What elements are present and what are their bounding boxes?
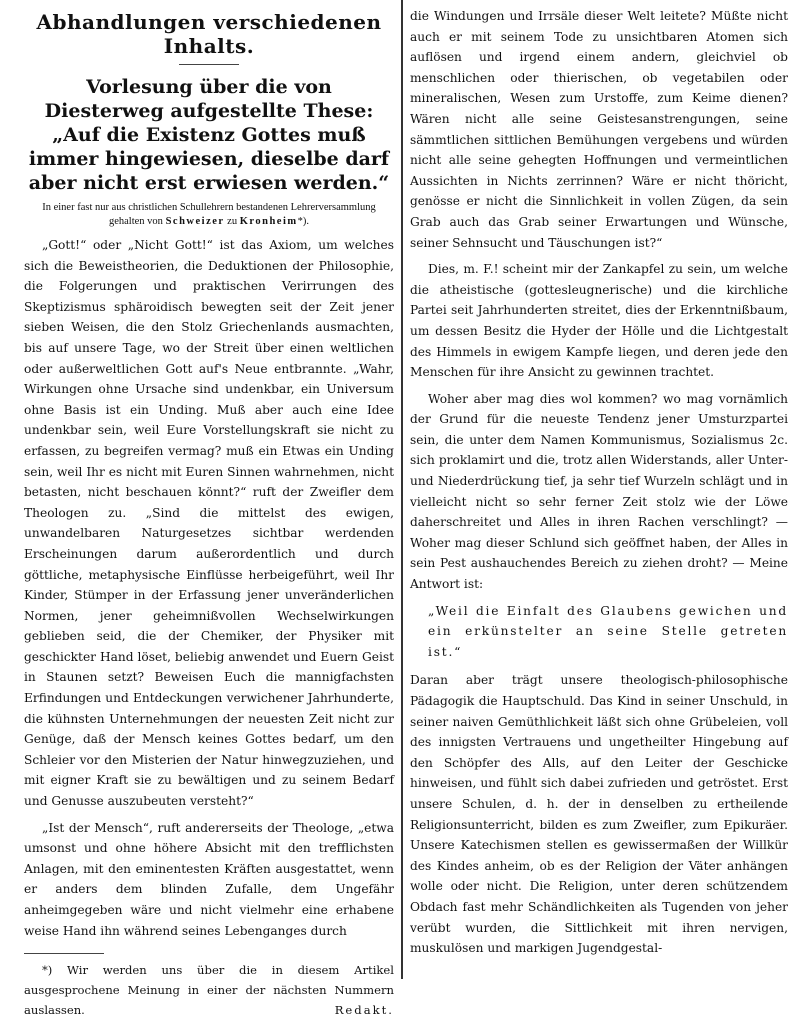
column-divider (401, 0, 403, 979)
subtitle-place: Kronheim (239, 216, 298, 227)
paragraph: „Ist der Mensch“, ruft andererseits der Theologe, „etwa umsonst und ohne höhere Absicht mit den trefflichsten Anlagen, mit den eminentesten Kräften ausgestattet, wenn er anders dem blinden Zufalle, dem Ungefähr anheimgegeben wäre und nicht vielmehr eine erhabene weise Hand ihn während seines Lebenganges durch (24, 820, 394, 938)
section-title: Abhandlungen verschiedenen Inhalts. (36, 10, 382, 58)
footnote-divider (24, 953, 104, 954)
title-divider (179, 64, 239, 65)
quote: „Weil die Einfalt des Glaubens gewichen und ein erkünstelter an seine Stelle getreten ist.“ (428, 603, 788, 659)
lecture-title: Vorlesung über die von Diesterweg aufgestellte These: „Auf die Existenz Gottes muß immer hingewiesen, dieselbe darf aber nicht erst erwiesen werden.“ (28, 76, 390, 194)
lecture-subtitle (24, 201, 394, 229)
left-column (24, 6, 394, 1018)
subtitle-mid: zu (227, 216, 238, 227)
footnote-text: *) Wir werden uns über die in diesem Artikel ausgesprochene Meinung in einer der nächsten Nummern auslassen. (24, 963, 394, 1018)
footnote-signature: Redakt. (334, 1003, 394, 1018)
subtitle-post: *). (297, 216, 309, 227)
subtitle-pre: In einer fast nur aus christlichen Schullehrern bestandenen Lehrerversammlung gehalten von (42, 202, 376, 227)
right-column (410, 6, 788, 975)
paragraph: „Gott!“ oder „Nicht Gott!“ ist das Axiom, um welches sich die Beweistheorien, die Deduktionen der Philosophie, die Folgerungen und praktischen Verirrungen des Skeptizismus sphäroidisch bewegten seit der Zeit jener sieben Weisen, die den Stolz Griechenlands ausmachten, bis auf unsere Tage, wo der Streit über einen weltlichen oder außerweltlichen Gott auf's Neue entbrannte. „Wahr, Wirkungen ohne Ursache sind undenkbar, ein Universum ohne Basis ist ein Unding. Muß aber auch eine Idee undenkbar sein, weil Eure Vorstellungskraft sie nicht zu erfassen, zu begreifen vermag? muß ein Etwas ein Unding sein, weil Ihr es nicht mit Euren Sinnen wahrnehmen, nicht betasten, nicht beschauen könnt?“ ruft der Zweifler dem Theologen zu. „Sind die mittelst des ewigen, unwandelbaren Naturgesetzes sichtbar werdenden Erscheinungen darum außerordentlich und durch göttliche, metaphysische Einflüsse herbeigeführt, weil Ihr Kinder, Stümper in der Erfassung jener unveränderlichen Normen, jener geheimnißvollen Wechselwirkungen geblieben seid, die der Chemiker, der Physiker mit geschickter Hand löset, beliebig anwendet und Euern Geist in Staunen setzt? Beweisen Euch die mannigfachsten Erfindungen und Entdeckungen verwichener Jahrhunderte, die kühnsten Unternehmungen der neuesten Zeit nicht zur Genüge, daß der Mensch keines Gottes bedarf, um den Schleier vor den Misterien der Natur hinwegzuziehen, und mit eigner Kraft sie zu bewältigen und zu seinem Bedarf und Genusse auszubeuten versteht?“ (24, 238, 394, 809)
paragraph: Daran aber trägt unsere theologisch-philosophische Pädagogik die Hauptschuld. Das Kind in seiner Unschuld, in seiner naiven Gemüthlichkeit läßt sich ohne Grübeleien, voll des innigsten Vertrauens und ungetheilter Hingebung auf den Schöpfer des Alls, auf den Leiter der Geschicke hinweisen, und fühlt sich dabei zufrieden und getröstet. Erst unsere Schulen, d. h. der in denselben zu ertheilende Religionsunterricht, bilden es zum Zweifler, zum Epikuräer. Unsere Katechismen stellen es gewissermaßen der Willkür des Kindes anheim, ob es der Religion der Väter anhängen wolle oder nicht. Die Religion, unter deren schützendem Obdach fast mehr Schändlichkeiten als Tugenden von jeher verübt wurden, die Sittlichkeit mit ihren nervigen, muskulösen und markigen Jugendgestal- (410, 673, 788, 956)
footnote (24, 960, 394, 1020)
paragraph: die Windungen und Irrsäle dieser Welt leitete? Müßte nicht auch er mit seinem Tode zu unsichtbaren Atomen sich auflösen und irgend einem andern, gleichviel ob menschlichen oder thierischen, ob vegetabilen oder mineralischen, Wesen zum Urstoffe, zum Keime dienen? Wären nicht alle seine Geistesanstrengungen, seine sämmtlichen sittlichen Bemühungen vergebens und würden nicht alle seine gehegten Hoffnungen und vermeintlichen Aussichten in Nichts zerrinnen? Wäre er nicht thöricht, genösse er nicht die Sinnlichkeit in vollen Zügen, da sein Grab auch das Grab seiner Erwartungen und Wünsche, seiner Sehnsucht und Täuschungen ist?“ (410, 9, 788, 250)
paragraph: Woher aber mag dies wol kommen? wo mag vornämlich der Grund für die neueste Tendenz jener Umsturzpartei sein, die unter dem Namen Kommunismus, Sozialismus 2c. sich proklamirt und die, trotz allen Widerstands, aller Unter- und Niederdrückung tief, ja sehr tief Wurzeln schlägt und in vielleicht nicht so sehr ferner Zeit stolz wie der Löwe daherschreitet und Alles in ihren Rachen verschlingt? — Woher mag dieser Schlund sich geöffnet haben, der Alles in sein Pest aushauchendes Bereich zu ziehen droht? — Meine Antwort ist: (410, 391, 788, 592)
subtitle-author: Schweizer (165, 216, 225, 227)
paragraph: Dies, m. F.! scheint mir der Zankapfel zu sein, um welche die atheistische (gottesleugnerische) und die kirchliche Partei seit Jahrhunderten streitet, dies der Erkenntnißbaum, um dessen Besitz die Hyder der Hölle und die Lichtgestalt des Himmels in ewigem Kampfe liegen, und deren jede den Menschen für ihre Ansicht zu gewinnen trachtet. (410, 262, 788, 380)
